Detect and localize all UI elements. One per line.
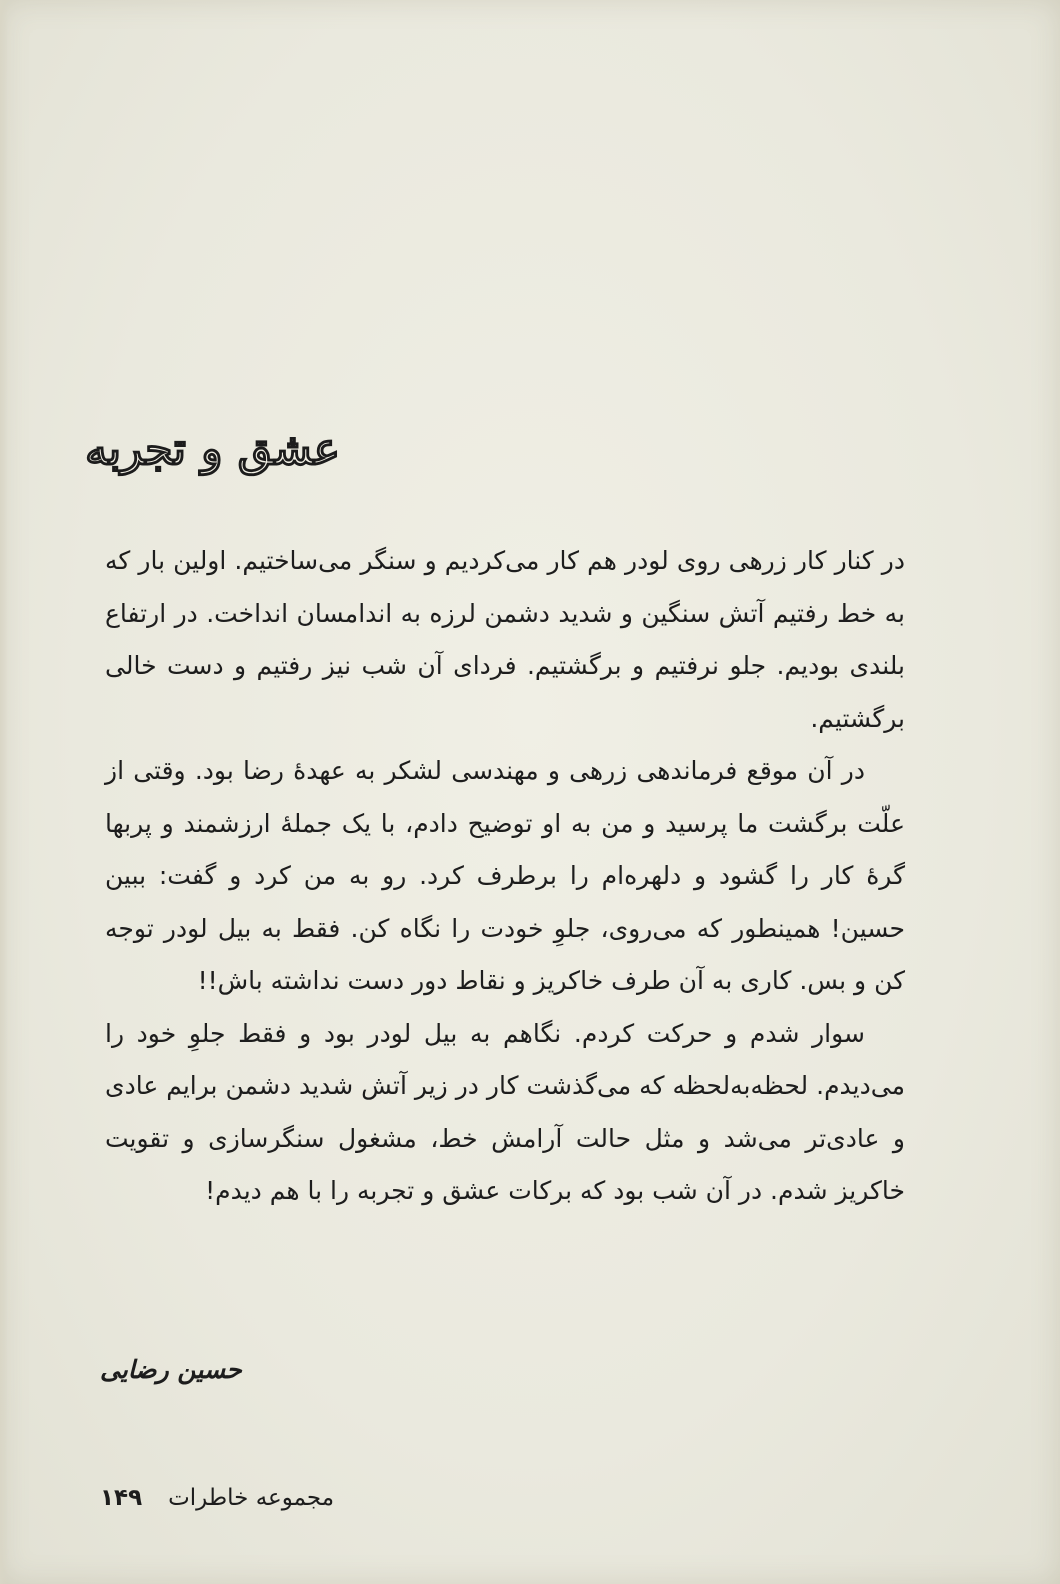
author-name: حسین رضایی xyxy=(100,1355,242,1384)
story-title: عشق و تجربه xyxy=(85,424,340,475)
page-edge-shadow xyxy=(0,0,8,1584)
paragraph-3: سوار شدم و حرکت کردم. نگاهم به بیل لودر بود و فقط جلوِ خود را می‌دیدم. لحظه‌به‌لحظه که می‌گذشت کار در زیر آتش شدید دشمن برایم عادی و عادی‌تر می‌شد و مثل حالت آرامش خط، مشغول سنگرسازی و تقویت خاکریز شدم. در آن شب بود که برکات عشق و تجربه را با هم دیدم! xyxy=(105,1018,905,1205)
book-title: مجموعه خاطرات xyxy=(168,1485,335,1511)
page-number: ۱۴۹ xyxy=(100,1485,143,1511)
paragraph-1: در کنار کار زرهی روی لودر هم کار می‌کردیم و سنگر می‌ساختیم. اولین بار که به خط رفتیم آتش سنگین و شدید دشمن لرزه به اندامسان انداخت. در ارتفاع بلندی بودیم. جلو نرفتیم و برگشتیم. فردای آن شب نیز رفتیم و دست خالی برگشتیم. xyxy=(105,546,905,733)
page-footer xyxy=(100,1480,420,1516)
story-body xyxy=(105,535,905,1218)
paragraph-2: در آن موقع فرماندهی زرهی و مهندسی لشکر به عهدهٔ رضا بود. وقتی از علّت برگشت ما پرسید و من به او توضیح دادم، با یک جملهٔ ارزشمند و پربها گرهٔ کار را گشود و دلهره‌ام را برطرف کرد. رو به من کرد و گفت: ببین حسین! همینطور که می‌روی، جلوِ خودت را نگاه کن. فقط به بیل لودر توجه کن و بس. کاری به آن طرف خاکریز و نقاط دور دست نداشته باش!! xyxy=(105,756,905,995)
